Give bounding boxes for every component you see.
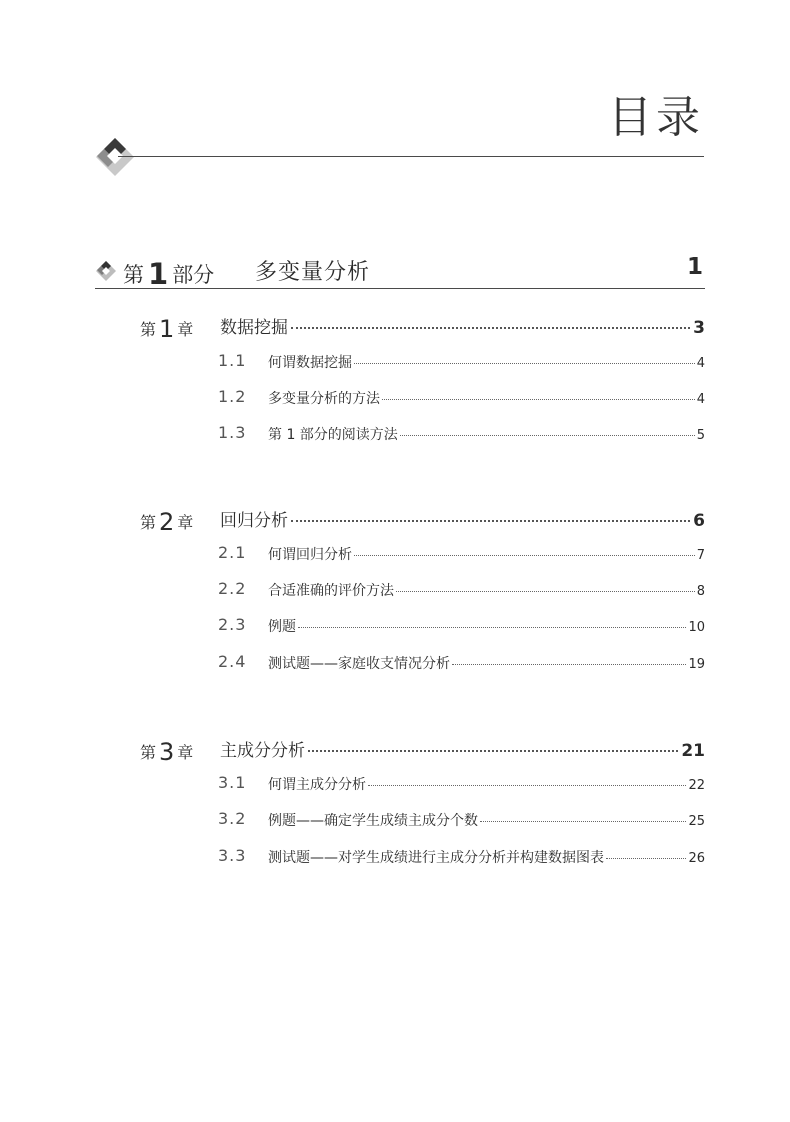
chapter-page-number: 6 [693,511,705,531]
diamond-logo-icon [92,134,138,180]
section-title: 合适准确的评价方法 [268,583,394,599]
section-entry[interactable] [218,809,705,831]
section-number: 3.1 [218,773,247,792]
dot-leader [291,520,690,522]
chapter-page-number: 3 [693,318,705,338]
chapter-suffix: 章 [177,743,194,762]
section-entry[interactable] [218,846,705,868]
section-entry[interactable] [218,351,705,373]
part-suffix: 部分 [172,263,215,287]
section-entry[interactable] [218,543,705,565]
section-number: 3.3 [218,846,247,865]
section-number: 2.1 [218,543,247,562]
title-rule [118,156,704,157]
dot-leader [291,327,690,329]
section-entry[interactable] [218,387,705,409]
chapter-page-number: 21 [681,741,705,761]
dot-leader [298,627,686,628]
chapter-title: 主成分分析 [220,741,305,761]
part-heading[interactable] [95,252,705,289]
section-title: 例题 [268,619,296,635]
section-title: 第 1 部分的阅读方法 [268,427,398,443]
section-number: 3.2 [218,809,247,828]
diamond-bullet-icon [95,260,117,282]
section-title: 测试题——对学生成绩进行主成分分析并构建数据图表 [268,850,604,866]
section-number: 1.2 [218,387,247,406]
section-number: 1.1 [218,351,247,370]
chapter-suffix: 章 [177,320,194,339]
chapter-number: 2 [159,508,175,536]
chapter-label [140,736,193,764]
section-number: 2.3 [218,615,247,634]
section-page-number: 4 [696,392,705,407]
dot-leader [480,821,686,822]
section-title: 何谓回归分析 [268,547,352,563]
section-page-number: 25 [688,814,705,829]
part-label [123,255,214,289]
dot-leader [354,363,695,364]
page-title: 目录 [608,92,704,143]
chapter-label [140,506,193,534]
section-number: 2.4 [218,652,247,671]
section-page-number: 22 [688,778,705,793]
section-entry[interactable] [218,423,705,445]
section-entry[interactable] [218,579,705,601]
chapter-label [140,313,193,341]
section-entry[interactable] [218,615,705,637]
section-page-number: 8 [696,584,705,599]
chapter-prefix: 第 [140,743,157,762]
section-entry[interactable] [218,652,705,674]
dot-leader [606,858,686,859]
section-number: 1.3 [218,423,247,442]
dot-leader [308,750,678,752]
section-entry[interactable] [218,773,705,795]
chapter-suffix: 章 [177,513,194,532]
part-title: 多变量分析 [255,260,371,285]
dot-leader [354,555,695,556]
section-title: 例题——确定学生成绩主成分个数 [268,813,478,829]
part-page-number: 1 [686,254,703,280]
section-page-number: 7 [696,548,705,563]
part-prefix: 第 [123,263,144,287]
chapter-entry[interactable] [140,313,705,343]
section-title: 多变量分析的方法 [268,391,380,407]
section-page-number: 19 [688,657,705,672]
chapter-number: 3 [159,738,175,766]
section-title: 何谓主成分分析 [268,777,366,793]
section-page-number: 4 [696,356,705,371]
chapter-title: 数据挖掘 [220,318,288,338]
part-number: 1 [148,257,169,291]
section-title: 测试题——家庭收支情况分析 [268,656,450,672]
dot-leader [382,399,695,400]
chapter-entry[interactable] [140,736,705,766]
dot-leader [452,664,686,665]
chapter-prefix: 第 [140,513,157,532]
chapter-number: 1 [159,315,175,343]
chapter-prefix: 第 [140,320,157,339]
section-page-number: 10 [688,620,705,635]
section-page-number: 5 [696,428,705,443]
section-page-number: 26 [688,851,705,866]
section-number: 2.2 [218,579,247,598]
dot-leader [396,591,695,592]
chapter-entry[interactable] [140,506,705,536]
chapter-title: 回归分析 [220,511,288,531]
dot-leader [368,785,686,786]
dot-leader [400,435,695,436]
section-title: 何谓数据挖掘 [268,355,352,371]
